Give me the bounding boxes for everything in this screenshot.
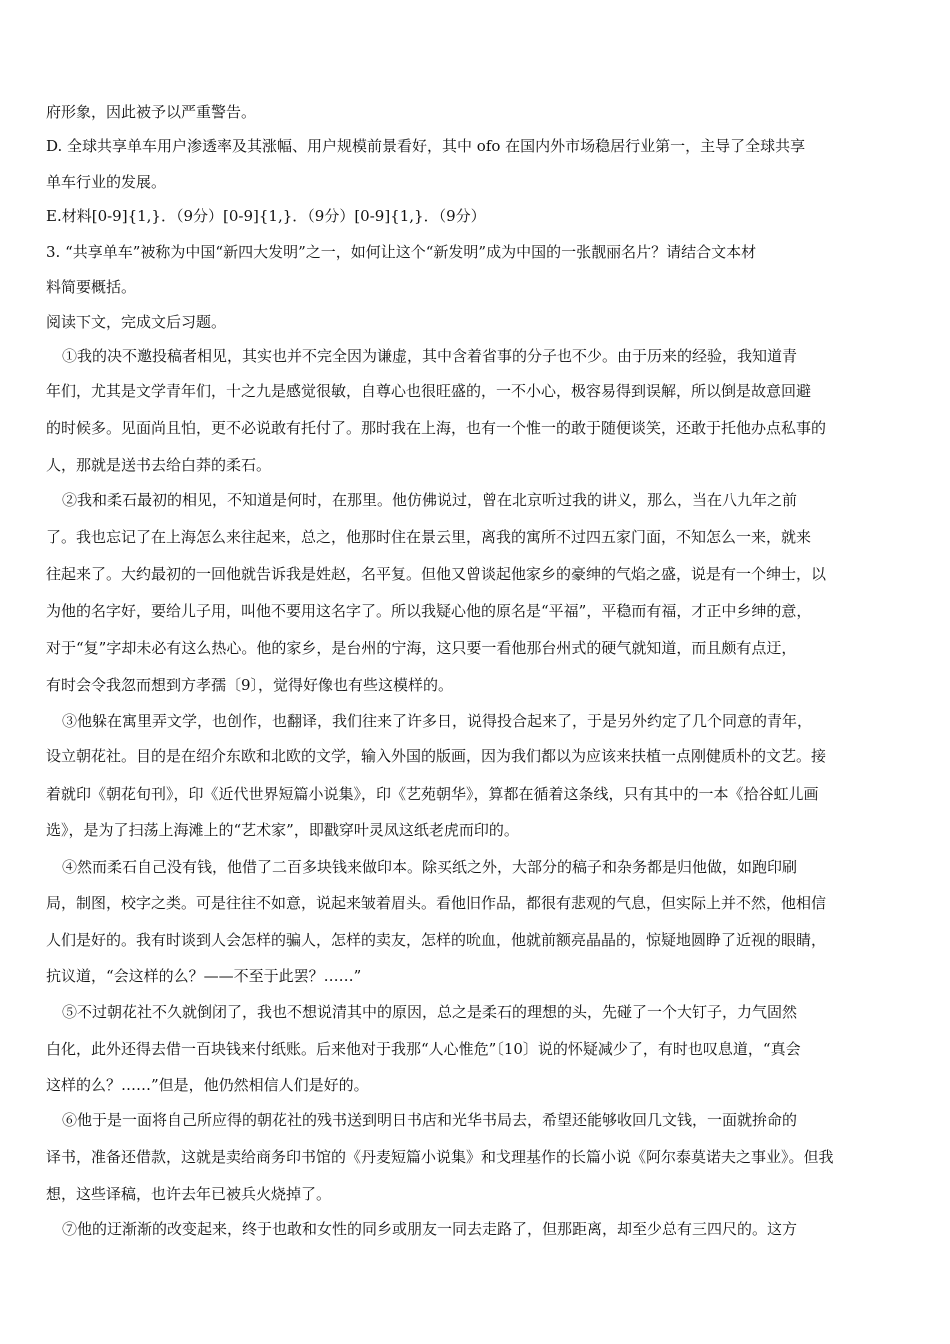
paragraph-3-line-4: 选》，是为了扫荡上海滩上的“艺术家”，即戳穿叶灵凤这纸老虎而印的。: [46, 821, 519, 839]
option-d-line-1: D. 全球共享单车用户渗透率及其涨幅、用户规模前景看好，其中 ofo 在国内外市场稳居行业第一，主导了全球共享: [46, 137, 806, 155]
reading-instruction: 阅读下文，完成文后习题。: [46, 313, 227, 331]
paragraph-4-line-1: ④然而柔石自己没有钱，他借了二百多块钱来做印本。除买纸之外，大部分的稿子和杂务都是归他做，如跑印刷: [62, 858, 798, 876]
paragraph-2-line-2: 了。我也忘记了在上海怎么来往起来，总之，他那时住在景云里，离我的寓所不过四五家门面，不知怎么一来，就来: [46, 528, 812, 546]
paragraph-4-line-2: 局，制图，校字之类。可是往往不如意，说起来皱着眉头。看他旧作品，都很有悲观的气息，但实际上并不然，他相信: [46, 894, 827, 912]
paragraph-5-line-3: 这样的么？……”但是，他仍然相信人们是好的。: [46, 1076, 369, 1094]
paragraph-6-line-2: 译书，准备还借款，这就是卖给商务印书馆的《丹麦短篇小说集》和戈理基作的长篇小说《阿尔泰莫诺夫之事业》。但我: [46, 1148, 834, 1166]
paragraph-2-line-1: ②我和柔石最初的相见，不知道是何时，在那里。他仿佛说过，曾在北京听过我的讲义，那么，当在八九年之前: [62, 491, 798, 509]
option-e-line: E.材料[0-9]{1,}．（9分）[0-9]{1,}．（9分）[0-9]{1,}．（9分）: [46, 207, 486, 225]
paragraph-3-line-3: 着就印《朝花旬刊》，印《近代世界短篇小说集》，印《艺苑朝华》，算都在循着这条线，只有其中的一本《拾谷虹儿画: [46, 785, 819, 803]
top-fragment-line: 府形象，因此被予以严重警告。: [46, 103, 257, 121]
paragraph-6-line-3: 想，这些译稿，也许去年已被兵火烧掉了。: [46, 1185, 332, 1203]
paragraph-5-line-2: 白化，此外还得去借一百块钱来付纸账。后来他对于我那“人心惟危”〔10〕说的怀疑减少了，有时也叹息道，“真会: [46, 1040, 801, 1058]
paragraph-2-line-3: 往起来了。大约最初的一回他就告诉我是姓赵，名平复。但他又曾谈起他家乡的豪绅的气焰之盛，说是有一个绅士，以: [46, 565, 827, 583]
option-d-line-2: 单车行业的发展。: [46, 173, 167, 191]
paragraph-2-line-6: 有时会令我忽而想到方孝孺〔9〕，觉得好像也有些这模样的。: [46, 676, 454, 694]
paragraph-1-line-3: 的时候多。见面尚且怕，更不必说敢有托付了。那时我在上海，也有一个惟一的敢于随便谈笑，还敢于托他办点私事的: [46, 419, 827, 437]
paragraph-2-line-5: 对于“复”字却未必有这么热心。他的家乡，是台州的宁海，这只要一看他那台州式的硬气就知道，而且颇有点迂，: [46, 639, 797, 657]
paragraph-3-line-2: 设立朝花社。目的是在绍介东欧和北欧的文学，输入外国的版画，因为我们都以为应该来扶植一点刚健质朴的文艺。接: [46, 747, 827, 765]
paragraph-6-line-1: ⑥他于是一面将自己所应得的朝花社的残书送到明日书店和光华书局去，希望还能够收回几文钱，一面就拚命的: [62, 1111, 798, 1129]
paragraph-4-line-4: 抗议道，“会这样的么？——不至于此罢？……”: [46, 967, 362, 985]
paragraph-1-line-2: 年们，尤其是文学青年们，十之九是感觉很敏，自尊心也很旺盛的，一不小心，极容易得到误解，所以倒是故意回避: [46, 382, 812, 400]
paragraph-7-line-1: ⑦他的迂渐渐的改变起来，终于也敢和女性的同乡或朋友一同去走路了，但那距离，却至少总有三四尺的。这方: [62, 1220, 798, 1238]
paragraph-3-line-1: ③他躲在寓里弄文学，也创作，也翻译，我们往来了许多日，说得投合起来了，于是另外约定了几个同意的青年，: [62, 712, 813, 730]
paragraph-2-line-4: 为他的名字好，要给儿子用，叫他不要用这名字了。所以我疑心他的原名是“平福”，平稳而有福，才正中乡绅的意，: [46, 602, 812, 620]
paragraph-5-line-1: ⑤不过朝花社不久就倒闭了，我也不想说清其中的原因，总之是柔石的理想的头，先碰了一个大钉子，力气固然: [62, 1003, 798, 1021]
question-3-line-2: 料简要概括。: [46, 278, 137, 296]
paragraph-1-line-1: ①我的决不邀投稿者相见，其实也并不完全因为谦虚，其中含着省事的分子也不少。由于历来的经验，我知道青: [62, 347, 798, 365]
question-3-line-1: 3. “共享单车”被称为中国“新四大发明”之一，如何让这个“新发明”成为中国的一张靓丽名片？请结合文本材: [46, 243, 757, 261]
paragraph-1-line-4: 人，那就是送书去给白莽的柔石。: [46, 456, 272, 474]
paragraph-4-line-3: 人们是好的。我有时谈到人会怎样的骗人，怎样的卖友，怎样的吮血，他就前额亮晶晶的，惊疑地圆睁了近视的眼睛，: [46, 931, 827, 949]
